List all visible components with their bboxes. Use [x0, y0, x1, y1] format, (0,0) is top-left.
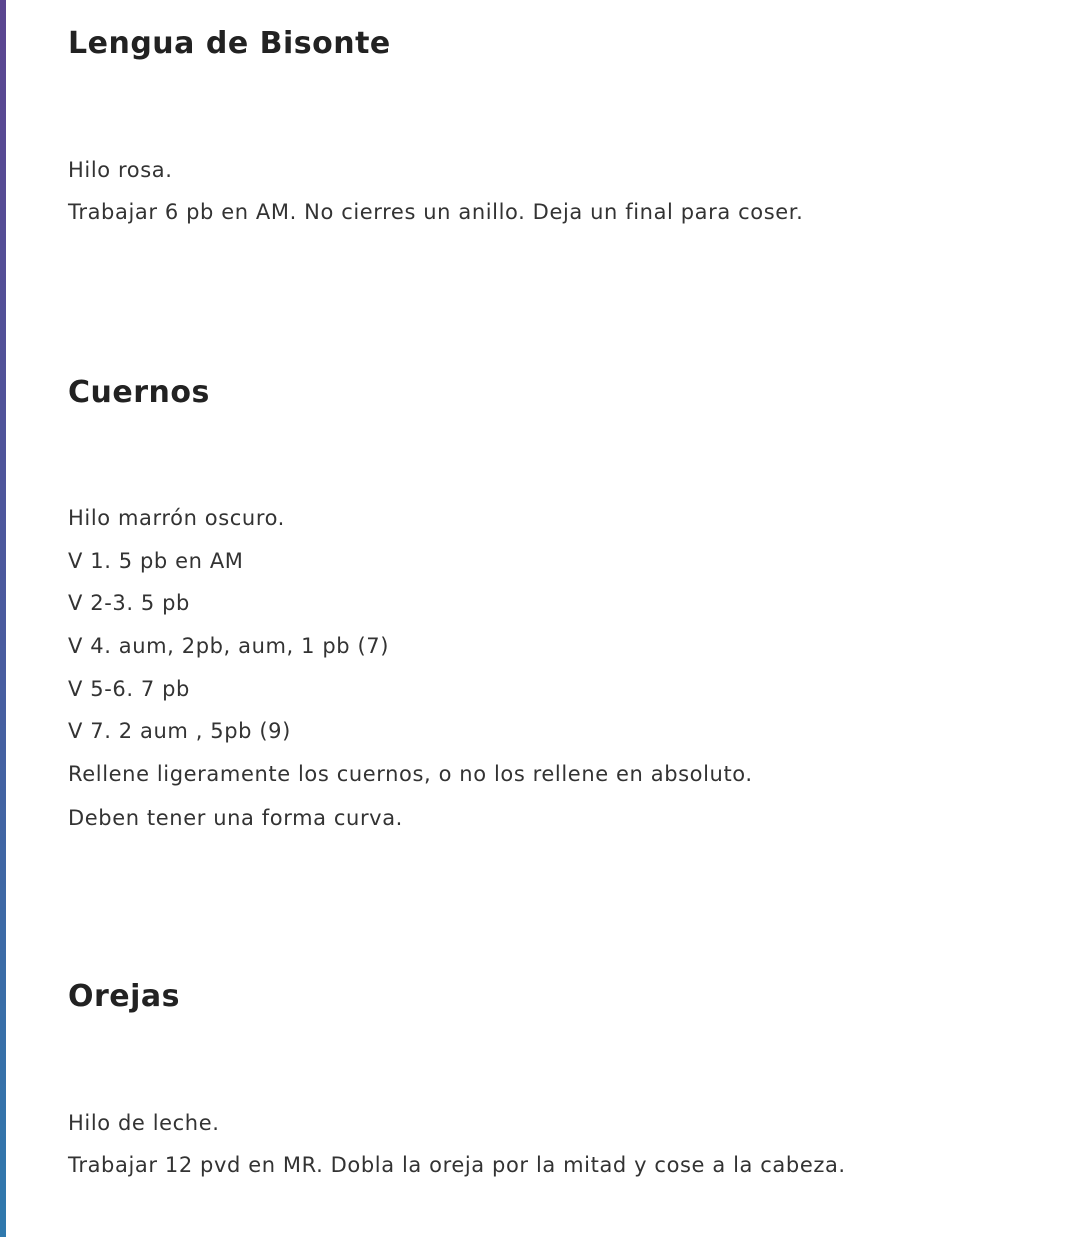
paragraph-lengua-1: Hilo rosa.	[68, 158, 173, 182]
paragraph-cuernos-7: Rellene ligeramente los cuernos, o no los rellene en absoluto.	[68, 762, 753, 786]
paragraph-cuernos-3: V 2-3. 5 pb	[68, 591, 190, 615]
paragraph-cuernos-5: V 5-6. 7 pb	[68, 677, 190, 701]
paragraph-orejas-2: Trabajar 12 pvd en MR. Dobla la oreja por la mitad y cose a la cabeza.	[68, 1153, 846, 1177]
paragraph-orejas-1: Hilo de leche.	[68, 1111, 220, 1135]
section-title-cuernos: Cuernos	[68, 375, 210, 410]
section-title-orejas: Orejas	[68, 979, 181, 1014]
page-edge-accent	[0, 0, 6, 1237]
section-title-lengua: Lengua de Bisonte	[68, 26, 391, 61]
paragraph-lengua-2: Trabajar 6 pb en AM. No cierres un anillo. Deja un final para coser.	[68, 200, 804, 224]
paragraph-cuernos-1: Hilo marrón oscuro.	[68, 506, 285, 530]
paragraph-cuernos-2: V 1. 5 pb en AM	[68, 549, 244, 573]
paragraph-cuernos-8: Deben tener una forma curva.	[68, 806, 403, 830]
paragraph-cuernos-4: V 4. aum, 2pb, aum, 1 pb (7)	[68, 634, 390, 658]
paragraph-cuernos-6: V 7. 2 aum , 5pb (9)	[68, 719, 291, 743]
